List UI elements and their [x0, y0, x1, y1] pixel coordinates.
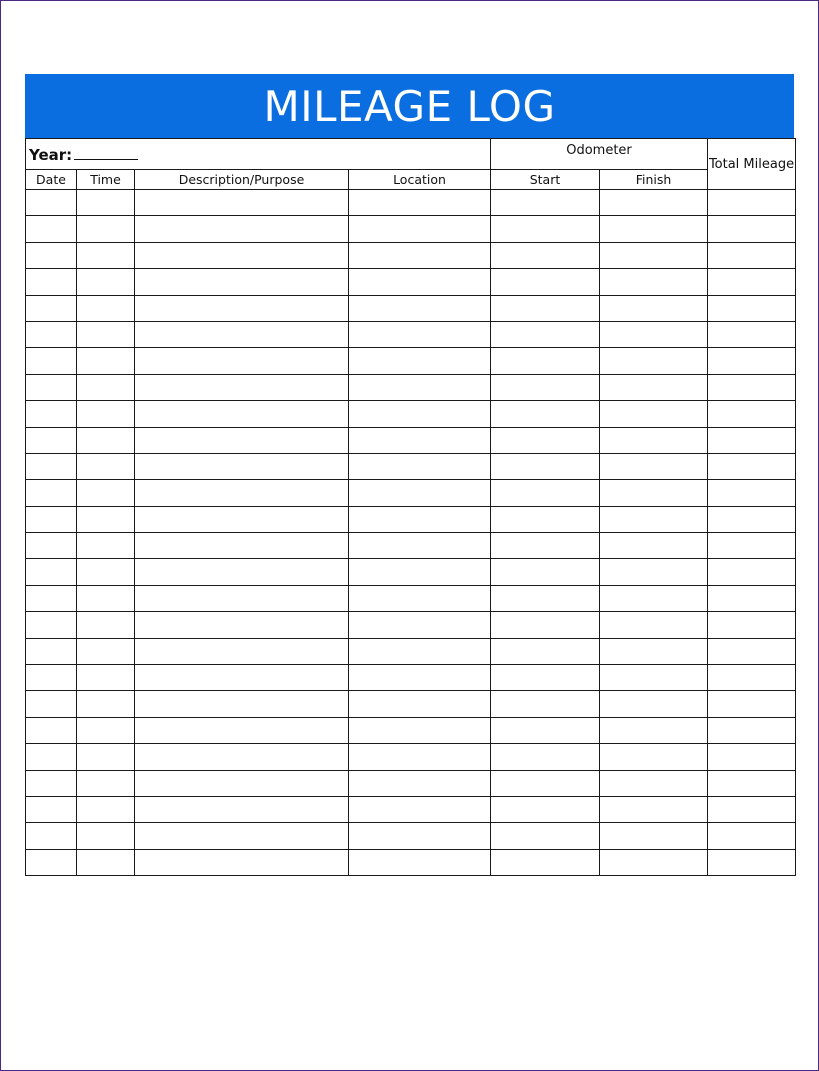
location-cell[interactable] [349, 295, 491, 321]
time-cell[interactable] [77, 691, 135, 717]
description-cell[interactable] [135, 638, 349, 664]
location-cell[interactable] [349, 427, 491, 453]
finish-cell[interactable] [600, 585, 708, 611]
description-cell[interactable] [135, 717, 349, 743]
date-cell[interactable] [26, 665, 77, 691]
table-row [26, 585, 796, 611]
total-cell[interactable] [708, 506, 796, 532]
total-cell[interactable] [708, 295, 796, 321]
date-cell[interactable] [26, 691, 77, 717]
table-row [26, 480, 796, 506]
year-blank-line[interactable] [74, 145, 138, 160]
location-cell[interactable] [349, 638, 491, 664]
description-cell[interactable] [135, 269, 349, 295]
description-cell[interactable] [135, 453, 349, 479]
table-row [26, 612, 796, 638]
start-cell[interactable] [491, 823, 600, 849]
finish-cell[interactable] [600, 295, 708, 321]
time-cell[interactable] [77, 585, 135, 611]
total-cell[interactable] [708, 638, 796, 664]
finish-cell[interactable] [600, 480, 708, 506]
finish-cell[interactable] [600, 453, 708, 479]
time-cell[interactable] [77, 744, 135, 770]
description-cell[interactable] [135, 691, 349, 717]
year-label: Year: [29, 145, 73, 164]
date-cell[interactable] [26, 401, 77, 427]
start-cell[interactable] [491, 401, 600, 427]
location-cell[interactable] [349, 770, 491, 796]
total-cell[interactable] [708, 401, 796, 427]
date-cell[interactable] [26, 427, 77, 453]
start-cell[interactable] [491, 427, 600, 453]
start-cell[interactable] [491, 506, 600, 532]
total-cell[interactable] [708, 770, 796, 796]
column-header-row [26, 170, 796, 190]
table-row [26, 321, 796, 347]
time-cell[interactable] [77, 269, 135, 295]
finish-cell[interactable] [600, 849, 708, 875]
description-cell[interactable] [135, 796, 349, 822]
location-cell[interactable] [349, 480, 491, 506]
start-cell[interactable] [491, 559, 600, 585]
table-row [26, 559, 796, 585]
location-cell[interactable] [349, 269, 491, 295]
description-cell[interactable] [135, 585, 349, 611]
time-cell[interactable] [77, 849, 135, 875]
title-banner [25, 74, 794, 138]
total-cell[interactable] [708, 427, 796, 453]
date-cell[interactable] [26, 295, 77, 321]
total-cell[interactable] [708, 533, 796, 559]
start-cell[interactable] [491, 374, 600, 400]
date-cell[interactable] [26, 453, 77, 479]
table-row [26, 427, 796, 453]
finish-cell[interactable] [600, 216, 708, 242]
mileage-log-table [25, 138, 796, 876]
description-cell[interactable] [135, 770, 349, 796]
table-row [26, 533, 796, 559]
finish-cell[interactable] [600, 427, 708, 453]
date-cell[interactable] [26, 242, 77, 268]
description-cell[interactable] [135, 559, 349, 585]
location-header: Location [349, 170, 491, 190]
table-row [26, 348, 796, 374]
total-cell[interactable] [708, 823, 796, 849]
start-cell[interactable] [491, 638, 600, 664]
start-header: Start [491, 170, 600, 190]
total-cell[interactable] [708, 744, 796, 770]
start-cell[interactable] [491, 295, 600, 321]
location-cell[interactable] [349, 348, 491, 374]
table-row [26, 796, 796, 822]
location-cell[interactable] [349, 506, 491, 532]
finish-cell[interactable] [600, 665, 708, 691]
time-cell[interactable] [77, 559, 135, 585]
time-cell[interactable] [77, 770, 135, 796]
time-cell[interactable] [77, 823, 135, 849]
total-cell[interactable] [708, 480, 796, 506]
finish-cell[interactable] [600, 796, 708, 822]
time-cell[interactable] [77, 665, 135, 691]
finish-cell[interactable] [600, 559, 708, 585]
finish-cell[interactable] [600, 691, 708, 717]
start-cell[interactable] [491, 321, 600, 347]
date-cell[interactable] [26, 717, 77, 743]
start-cell[interactable] [491, 665, 600, 691]
table-row [26, 506, 796, 532]
total-cell[interactable] [708, 453, 796, 479]
date-cell[interactable] [26, 849, 77, 875]
location-cell[interactable] [349, 453, 491, 479]
start-cell[interactable] [491, 744, 600, 770]
table-row [26, 269, 796, 295]
date-cell[interactable] [26, 269, 77, 295]
finish-cell[interactable] [600, 823, 708, 849]
finish-cell[interactable] [600, 533, 708, 559]
time-header: Time [77, 170, 135, 190]
start-cell[interactable] [491, 849, 600, 875]
time-cell[interactable] [77, 321, 135, 347]
time-cell[interactable] [77, 374, 135, 400]
total-cell[interactable] [708, 717, 796, 743]
table-row [26, 216, 796, 242]
location-cell[interactable] [349, 216, 491, 242]
finish-cell[interactable] [600, 612, 708, 638]
start-cell[interactable] [491, 348, 600, 374]
table-row [26, 190, 796, 216]
date-cell[interactable] [26, 770, 77, 796]
time-cell[interactable] [77, 533, 135, 559]
total-cell[interactable] [708, 585, 796, 611]
start-cell[interactable] [491, 269, 600, 295]
finish-cell[interactable] [600, 744, 708, 770]
total-cell[interactable] [708, 665, 796, 691]
table-row [26, 717, 796, 743]
start-cell[interactable] [491, 585, 600, 611]
date-cell[interactable] [26, 585, 77, 611]
description-cell[interactable] [135, 321, 349, 347]
total-cell[interactable] [708, 374, 796, 400]
description-cell[interactable] [135, 612, 349, 638]
time-cell[interactable] [77, 216, 135, 242]
time-cell[interactable] [77, 506, 135, 532]
location-cell[interactable] [349, 691, 491, 717]
description-header: Description/Purpose [135, 170, 349, 190]
start-cell[interactable] [491, 480, 600, 506]
start-cell[interactable] [491, 691, 600, 717]
finish-cell[interactable] [600, 506, 708, 532]
table-row [26, 744, 796, 770]
location-cell[interactable] [349, 717, 491, 743]
date-cell[interactable] [26, 744, 77, 770]
time-cell[interactable] [77, 717, 135, 743]
description-cell[interactable] [135, 190, 349, 216]
date-cell[interactable] [26, 638, 77, 664]
table-row [26, 453, 796, 479]
year-field[interactable] [26, 139, 491, 170]
time-cell[interactable] [77, 242, 135, 268]
table-row [26, 770, 796, 796]
table-row [26, 401, 796, 427]
time-cell[interactable] [77, 453, 135, 479]
date-cell[interactable] [26, 190, 77, 216]
location-cell[interactable] [349, 823, 491, 849]
total-cell[interactable] [708, 242, 796, 268]
date-header: Date [26, 170, 77, 190]
total-cell[interactable] [708, 849, 796, 875]
location-cell[interactable] [349, 585, 491, 611]
start-cell[interactable] [491, 770, 600, 796]
description-cell[interactable] [135, 427, 349, 453]
location-cell[interactable] [349, 665, 491, 691]
description-cell[interactable] [135, 823, 349, 849]
total-cell[interactable] [708, 796, 796, 822]
time-cell[interactable] [77, 612, 135, 638]
log-body [26, 190, 796, 876]
description-cell[interactable] [135, 506, 349, 532]
date-cell[interactable] [26, 321, 77, 347]
location-cell[interactable] [349, 849, 491, 875]
table-row [26, 665, 796, 691]
total-mileage-header: Total Mileage [708, 139, 796, 190]
table-row [26, 849, 796, 875]
finish-cell[interactable] [600, 401, 708, 427]
table-row [26, 638, 796, 664]
location-cell[interactable] [349, 401, 491, 427]
table-row [26, 374, 796, 400]
time-cell[interactable] [77, 348, 135, 374]
odometer-header: Odometer [491, 139, 708, 170]
year-row [26, 139, 796, 170]
description-cell[interactable] [135, 744, 349, 770]
date-cell[interactable] [26, 533, 77, 559]
start-cell[interactable] [491, 190, 600, 216]
total-cell[interactable] [708, 348, 796, 374]
date-cell[interactable] [26, 559, 77, 585]
time-cell[interactable] [77, 401, 135, 427]
time-cell[interactable] [77, 295, 135, 321]
description-cell[interactable] [135, 849, 349, 875]
date-cell[interactable] [26, 480, 77, 506]
total-cell[interactable] [708, 216, 796, 242]
time-cell[interactable] [77, 796, 135, 822]
total-cell[interactable] [708, 559, 796, 585]
start-cell[interactable] [491, 216, 600, 242]
finish-cell[interactable] [600, 269, 708, 295]
start-cell[interactable] [491, 533, 600, 559]
date-cell[interactable] [26, 374, 77, 400]
finish-cell[interactable] [600, 348, 708, 374]
page-title: MILEAGE LOG [263, 81, 556, 131]
location-cell[interactable] [349, 796, 491, 822]
total-cell[interactable] [708, 269, 796, 295]
table-row [26, 691, 796, 717]
description-cell[interactable] [135, 295, 349, 321]
time-cell[interactable] [77, 427, 135, 453]
finish-cell[interactable] [600, 190, 708, 216]
description-cell[interactable] [135, 348, 349, 374]
description-cell[interactable] [135, 480, 349, 506]
start-cell[interactable] [491, 612, 600, 638]
date-cell[interactable] [26, 348, 77, 374]
finish-cell[interactable] [600, 717, 708, 743]
finish-cell[interactable] [600, 374, 708, 400]
start-cell[interactable] [491, 796, 600, 822]
description-cell[interactable] [135, 401, 349, 427]
date-cell[interactable] [26, 796, 77, 822]
location-cell[interactable] [349, 612, 491, 638]
finish-cell[interactable] [600, 242, 708, 268]
table-row [26, 295, 796, 321]
description-cell[interactable] [135, 533, 349, 559]
location-cell[interactable] [349, 744, 491, 770]
location-cell[interactable] [349, 190, 491, 216]
date-cell[interactable] [26, 216, 77, 242]
location-cell[interactable] [349, 559, 491, 585]
location-cell[interactable] [349, 321, 491, 347]
location-cell[interactable] [349, 374, 491, 400]
description-cell[interactable] [135, 216, 349, 242]
finish-cell[interactable] [600, 770, 708, 796]
start-cell[interactable] [491, 717, 600, 743]
total-cell[interactable] [708, 612, 796, 638]
total-cell[interactable] [708, 321, 796, 347]
start-cell[interactable] [491, 242, 600, 268]
time-cell[interactable] [77, 480, 135, 506]
start-cell[interactable] [491, 453, 600, 479]
finish-header: Finish [600, 170, 708, 190]
finish-cell[interactable] [600, 321, 708, 347]
table-row [26, 242, 796, 268]
total-cell[interactable] [708, 691, 796, 717]
table-row [26, 823, 796, 849]
time-cell[interactable] [77, 638, 135, 664]
location-cell[interactable] [349, 242, 491, 268]
date-cell[interactable] [26, 506, 77, 532]
description-cell[interactable] [135, 374, 349, 400]
location-cell[interactable] [349, 533, 491, 559]
description-cell[interactable] [135, 665, 349, 691]
description-cell[interactable] [135, 242, 349, 268]
finish-cell[interactable] [600, 638, 708, 664]
date-cell[interactable] [26, 823, 77, 849]
total-cell[interactable] [708, 190, 796, 216]
time-cell[interactable] [77, 190, 135, 216]
date-cell[interactable] [26, 612, 77, 638]
